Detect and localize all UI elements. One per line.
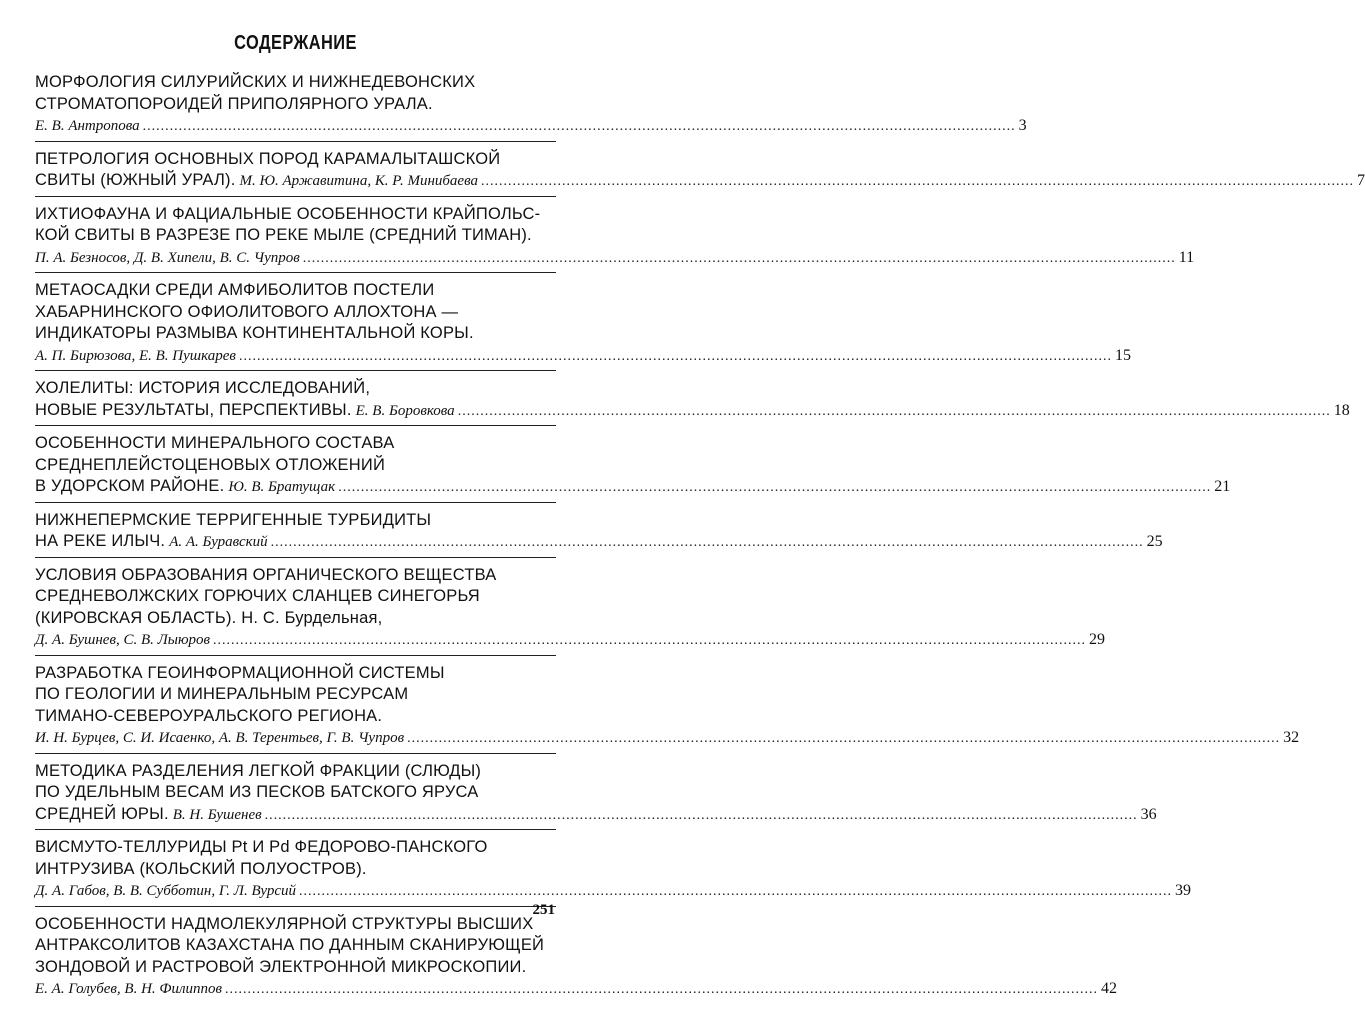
page-title: СОДЕРЖАНИЕ [234,32,357,54]
entry-title-text: ИХТИОФАУНА И ФАЦИАЛЬНЫЕ ОСОБЕННОСТИ КРАЙПОЛЬС- [35,204,541,223]
entry-page-number[interactable]: 15 [1114,346,1131,364]
dot-leader [303,248,1176,270]
entry-title-text: (КИРОВСКАЯ ОБЛАСТЬ). Н. С. Бурдельная, [35,608,383,627]
entry-title-text: СТРОМАТОПОРОИДЕЙ ПРИПОЛЯРНОГО УРАЛА. [35,94,433,113]
entry-title-text: ОСОБЕННОСТИ МИНЕРАЛЬНОГО СОСТАВА [35,434,395,452]
entry-title-line [35,706,556,728]
entry-title-line [35,302,556,324]
entry-title-line [35,859,556,881]
entry-title-text: МОРФОЛОГИЯ СИЛУРИЙСКИХ И НИЖНЕДЕВОНСКИХ [35,73,476,91]
entry-title-text: УСЛОВИЯ ОБРАЗОВАНИЯ ОРГАНИЧЕСКОГО ВЕЩЕСТВА [35,565,497,584]
table-of-contents [35,72,1365,1011]
entry-byline-lead [35,978,222,1001]
entry-authors: И. Н. Бурцев, С. И. Исаенко, А. В. Терентьев, Г. В. Чупров [35,730,405,746]
toc-entry[interactable] [35,149,1365,197]
entry-title-text: СВИТЫ (ЮЖНЫЙ УРАЛ). [35,171,236,189]
entry-authors: Е. А. Голубев, В. Н. Филиппов [35,981,223,997]
toc-entry[interactable] [35,761,1157,831]
entry-title-line [35,565,556,587]
entry-title-line [35,586,556,608]
entry-byline-lead [35,345,236,368]
dot-leader [407,728,1280,750]
entry-title-text: ВИСМУТО-ТЕЛЛУРИДЫ Pt И Pd ФЕДОРОВО-ПАНСКОГО [35,838,488,856]
entry-title-line [35,608,556,630]
entry-title-line [35,837,556,859]
entry-title-line [35,149,556,171]
entry-title-line [35,782,556,804]
entry-authors: Ю. В. Братущак [228,479,336,495]
entry-page-number[interactable]: 21 [1214,478,1231,495]
entry-authors: М. Ю. Аржавитина, К. Р. Минибаева [239,173,478,189]
entry-title-text: СРЕДНЕЙ ЮРЫ. [35,804,169,823]
entry-byline [35,978,1118,1000]
entry-title-line [35,225,556,247]
entry-authors: Д. А. Бушнев, С. В. Лыюров [35,632,211,648]
entry-title-text: НИЖНЕПЕРМСКИЕ ТЕРРИГЕННЫЕ ТУРБИДИТЫ [35,510,432,529]
dot-leader [338,477,1211,499]
entry-title-line [35,204,556,226]
dot-leader [271,532,1144,554]
entry-title-line [35,378,556,400]
entry-title-line [35,323,556,345]
dot-leader [213,630,1086,652]
toc-entry[interactable] [35,914,1118,1004]
entry-title-text: ИНДИКАТОРЫ РАЗМЫВА КОНТИНЕНТАЛЬНОЙ КОРЫ. [35,324,474,342]
entry-byline-lead [35,629,210,652]
dot-leader [239,346,1112,368]
entry-title-line [35,72,556,94]
entry-byline [35,804,1157,826]
entry-title-line [35,914,556,936]
toc-entry[interactable] [35,837,1192,907]
entry-page-number[interactable]: 32 [1283,729,1300,746]
entry-title-text: АНТРАКСОЛИТОВ КАЗАХСТАНА ПО ДАННЫМ СКАНИРУЮЩЕЙ [35,936,545,954]
entry-authors: А. П. Бирюзова, Е. В. Пушкарев [35,347,236,364]
entry-title-text: ХОЛЕЛИТЫ: ИСТОРИЯ ИССЛЕДОВАНИЙ, [35,379,371,397]
entry-authors: Е. В. Боровкова [355,402,455,419]
entry-title-text: НА РЕКЕ ИЛЫЧ. [35,532,166,550]
entry-title-line [35,510,556,532]
entry-byline [35,476,1231,498]
entry-title-text: ХАБАРНИНСКОГО ОФИОЛИТОВОГО АЛЛОХТОНА — [35,302,459,321]
entry-byline [35,531,1163,553]
entry-title-text: ОСОБЕННОСТИ НАДМОЛЕКУЛЯРНОЙ СТРУКТУРЫ ВЫСШИХ [35,914,534,933]
toc-entry[interactable] [35,433,1231,503]
entry-page-number[interactable]: 25 [1146,533,1163,550]
entry-byline [35,115,1027,137]
entry-authors: В. Н. Бушенев [172,806,262,823]
entry-title-text: ПЕТРОЛОГИЯ ОСНОВНЫХ ПОРОД КАРАМАЛЫТАШСКОЙ [35,149,501,168]
page-number: 251 [532,902,555,918]
entry-title-text: СРЕДНЕВОЛЖСКИХ ГОРЮЧИХ СЛАНЦЕВ СИНЕГОРЬЯ [35,587,480,605]
entry-title-line [35,684,556,706]
entry-page-number[interactable]: 11 [1178,248,1195,266]
entry-byline [35,727,1300,749]
entry-title-text: СРЕДНЕПЛЕЙСТОЦЕНОВЫХ ОТЛОЖЕНИЙ [35,455,386,474]
entry-title-text: ЗОНДОВОЙ И РАСТРОВОЙ ЭЛЕКТРОННОЙ МИКРОСКОПИИ. [35,957,527,976]
entry-page-number[interactable]: 42 [1101,980,1118,997]
entry-byline-lead [35,727,404,750]
entry-byline [35,400,1350,422]
dot-leader [458,401,1331,423]
entry-byline-lead [35,880,296,903]
toc-entry[interactable] [35,204,1195,274]
entry-byline [35,345,1131,367]
dot-leader [225,979,1098,1001]
entry-byline [35,629,1106,651]
entry-page-number[interactable]: 39 [1175,882,1192,899]
entry-title-text: ИНТРУЗИВА (КОЛЬСКИЙ ПОЛУОСТРОВ). [35,859,367,878]
entry-title-line [35,935,556,957]
entry-title-text: ПО УДЕЛЬНЫМ ВЕСАМ ИЗ ПЕСКОВ БАТСКОГО ЯРУСА [35,783,479,801]
entry-page-number[interactable]: 29 [1089,631,1106,648]
toc-entry[interactable] [35,510,1163,558]
entry-authors: Д. А. Габов, В. В. Субботин, Г. Л. Вурсий [35,883,297,899]
toc-entry[interactable] [35,663,1300,754]
dot-leader [299,881,1172,903]
entry-authors: П. А. Безносов, Д. В. Хипели, В. С. Чупров [35,249,300,266]
entry-title-text: МЕТАОСАДКИ СРЕДИ АМФИБОЛИТОВ ПОСТЕЛИ [35,281,435,299]
dot-leader [481,171,1354,193]
entry-title-text: ПО ГЕОЛОГИИ И МИНЕРАЛЬНЫМ РЕСУРСАМ [35,685,409,703]
entry-title-line [35,280,556,302]
entry-title-text: НОВЫЕ РЕЗУЛЬТАТЫ, ПЕРСПЕКТИВЫ. [35,400,352,419]
entry-title-line [35,957,556,979]
entry-title-text: В УДОРСКОМ РАЙОНЕ. [35,477,225,495]
entry-byline-lead [35,247,300,270]
entry-title-line [35,455,556,477]
entry-title-line [35,433,556,455]
toc-entry[interactable] [35,378,1350,426]
dot-leader [265,805,1138,827]
toc-entry[interactable] [35,280,1131,371]
entry-page-number[interactable]: 7 [1357,172,1365,189]
entry-page-number[interactable]: 36 [1140,805,1157,823]
entry-title-line [35,761,556,783]
entry-byline-lead [35,115,140,138]
entry-byline [35,247,1195,269]
entry-title-text: ТИМАНО-СЕВЕРОУРАЛЬСКОГО РЕГИОНА. [35,706,383,725]
entry-byline [35,880,1192,902]
entry-page-number[interactable]: 3 [1018,117,1027,134]
entry-byline-lead [35,804,262,827]
entry-byline [35,170,1365,192]
entry-byline-lead [35,531,268,554]
entry-title-text: РАЗРАБОТКА ГЕОИНФОРМАЦИОННОЙ СИСТЕМЫ [35,663,445,682]
entry-page-number[interactable]: 18 [1333,401,1350,419]
entry-byline-lead [35,170,478,193]
entry-byline-lead [35,476,335,499]
toc-entry[interactable] [35,72,1027,142]
dot-leader [143,116,1016,138]
entry-authors: Е. В. Антропова [35,118,140,134]
entry-title-text: КОЙ СВИТЫ В РАЗРЕЗЕ ПО РЕКЕ МЫЛЕ (СРЕДНИЙ ТИМАН). [35,226,532,244]
entry-authors: А. А. Буравский [169,534,268,550]
toc-entry[interactable] [35,565,1106,656]
entry-title-line [35,663,556,685]
entry-title-line [35,94,556,116]
entry-byline-lead [35,400,455,423]
entry-title-text: МЕТОДИКА РАЗДЕЛЕНИЯ ЛЕГКОЙ ФРАКЦИИ (СЛЮДЫ) [35,761,482,780]
